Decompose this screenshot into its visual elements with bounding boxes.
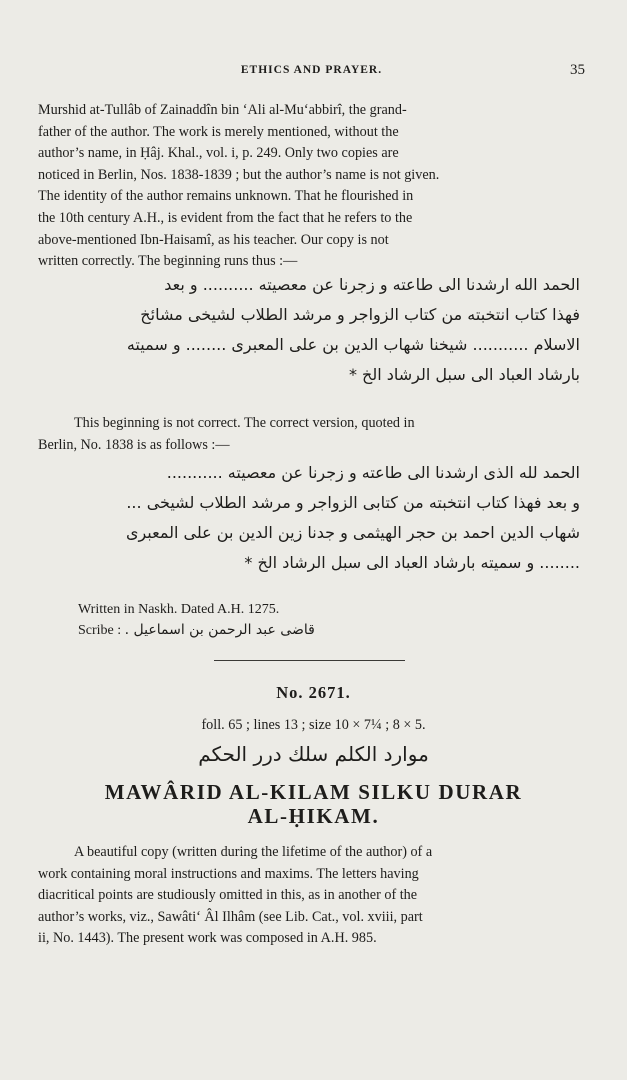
text-line: work containing moral instructions and maxims. The letters having	[38, 865, 419, 882]
text-line: above-mentioned Ibn-Haisamî, as his teacher. Our copy is not	[38, 231, 389, 248]
arabic-line: و بعد فهذا كتاب انتخبته من كتابی الزواجر و مرشد الطلاب لشيخی ...	[126, 493, 580, 512]
running-head	[38, 64, 585, 84]
arabic-line: شهاب الدين احمد بن حجر الهيثمی و جدنا زين الدين بن علی المعبری	[125, 523, 580, 542]
entry-arabic-title: موارد الكلم سلك درر الحكم	[198, 742, 429, 766]
colophon-scribe	[78, 621, 315, 640]
arabic-line: الاسلام ........... شيخنا شهاب الدين بن علی المعبری ........ و سميته	[126, 335, 580, 354]
text-line: noticed in Berlin, Nos. 1838-1839 ; but the author’s name is not given.	[38, 166, 440, 183]
entry-title	[0, 780, 627, 828]
arabic-line: الحمد لله الذی ارشدنا الی طاعته و زجرنا عن معصيته ...........	[166, 463, 580, 482]
section-divider	[214, 660, 405, 661]
arabic-quotation-2	[38, 458, 580, 578]
intro-paragraph	[38, 100, 580, 273]
entry-title-line-2: AL-ḤIKAM.	[247, 804, 380, 828]
text-line: ii, No. 1443). The present work was composed in A.H. 985.	[38, 930, 377, 947]
arabic-line: الحمد الله ارشدنا الی طاعته و زجرنا عن معصيته .......... و بعد	[164, 275, 580, 294]
text-line: This beginning is not correct. The correct version, quoted in	[74, 415, 415, 431]
running-title: ETHICS AND PRAYER.	[240, 64, 383, 76]
colophon-written: Written in Naskh. Dated A.H. 1275.	[78, 602, 280, 617]
text-line: Murshid at-Tullâb of Zainaddîn bin ‘Ali al-Mu‘abbirî, the grand-	[38, 102, 407, 118]
text-line: Berlin, No. 1838 is as follows :—	[38, 436, 230, 453]
arabic-line: فهذا كتاب انتخبته من كتاب الزواجر و مرشد الطلاب لشيخی مشائخ	[140, 305, 580, 324]
text-line: written correctly. The beginning runs thus :—	[38, 253, 298, 270]
entry-number: No. 2671.	[276, 683, 351, 702]
description-paragraph	[38, 842, 580, 950]
scribe-label: Scribe :	[78, 623, 122, 638]
text-line: father of the author. The work is merely mentioned, without the	[38, 123, 399, 140]
arabic-line: ........ و سميته بارشاد العباد الی سبل الرشاد الخ *	[244, 553, 580, 572]
arabic-line: بارشاد العباد الی سبل الرشاد الخ *	[348, 365, 580, 384]
entry-specs: foll. 65 ; lines 13 ; size 10 × 7¼ ; 8 × 5.	[201, 717, 426, 733]
text-line: diacritical points are studiously omitted in this, as in another of the	[38, 887, 418, 904]
entry-title-line-1: MAWÂRID AL-KILAM SILKU DURAR	[104, 780, 523, 804]
arabic-quotation-1	[38, 270, 580, 390]
text-line: The identity of the author remains unknown. That he flourished in	[38, 188, 414, 205]
text-line: the 10th century A.H., is evident from the fact that he refers to the	[38, 209, 413, 226]
page-number: 35	[570, 62, 585, 78]
text-line: A beautiful copy (written during the lifetime of the author) of a	[74, 844, 433, 860]
scribe-name-arabic: قاضی عبد الرحمن بن اسماعيل .	[124, 622, 315, 638]
text-line: author’s works, viz., Sawâti‘ Âl Ilhâm (see Lib. Cat., vol. xviii, part	[38, 908, 423, 925]
correction-paragraph	[38, 413, 580, 456]
text-line: author’s name, in Ḥâj. Khal., vol. i, p. 249. Only two copies are	[38, 145, 399, 162]
